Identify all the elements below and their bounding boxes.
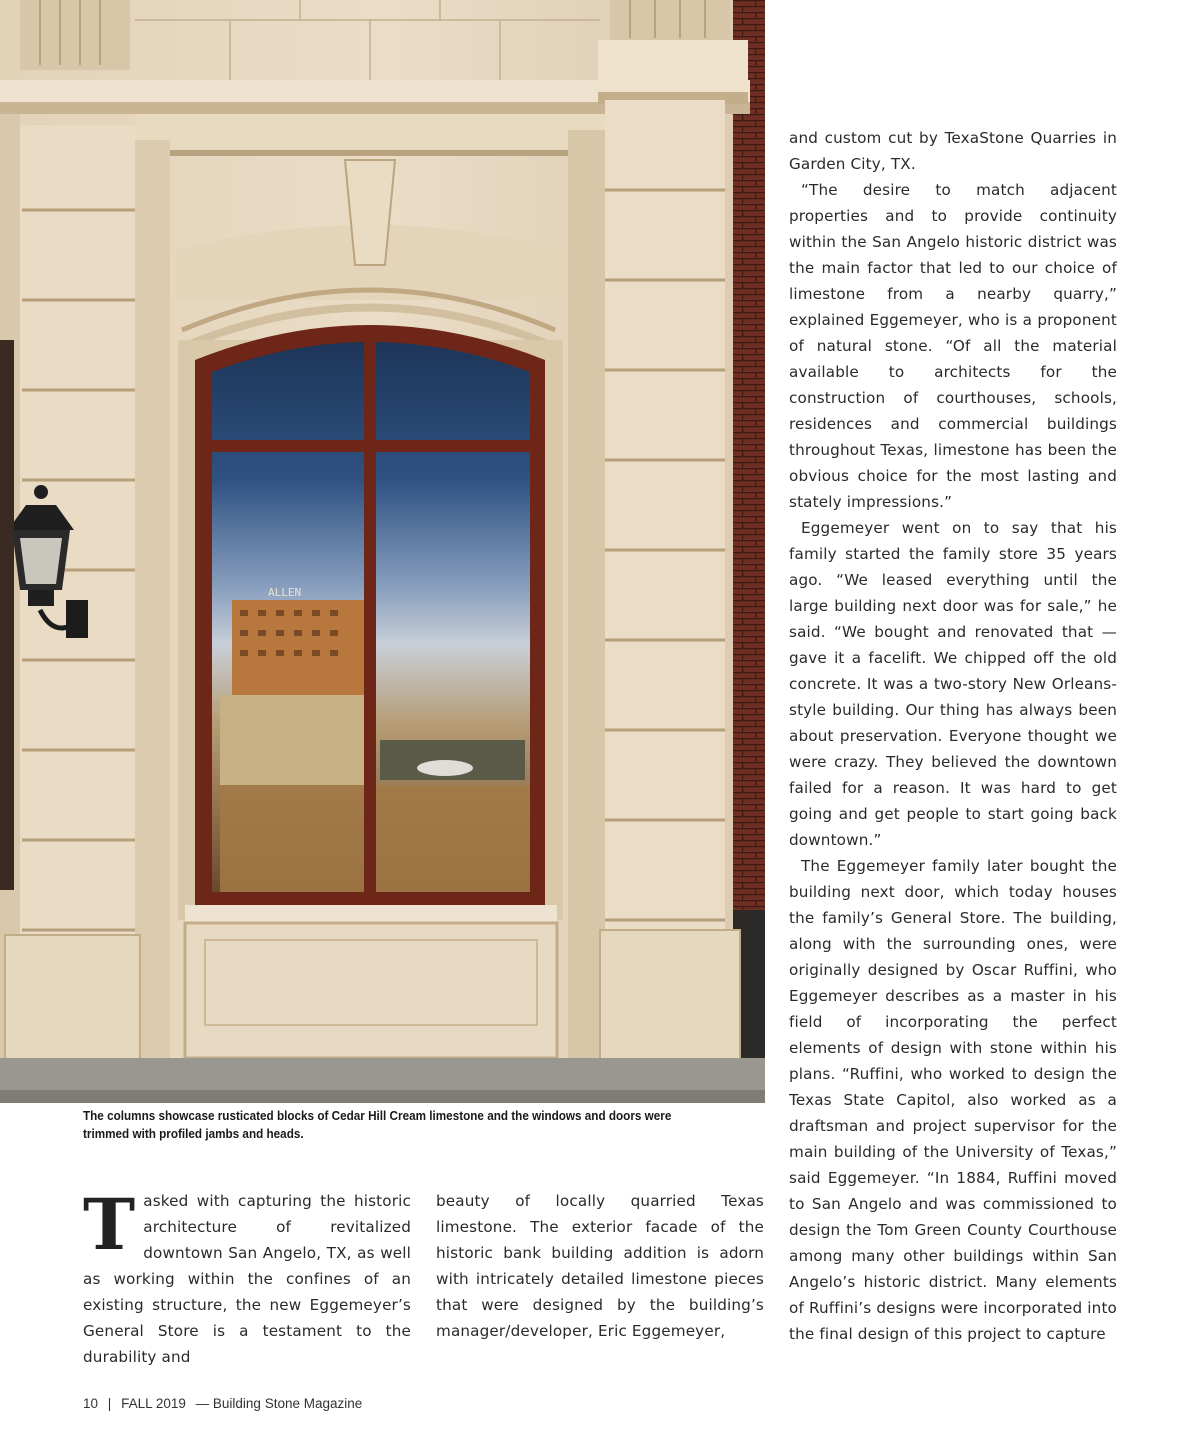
- article-paragraph: beauty of locally quarried Texas limestone. The exterior facade of the historic bank building addition is adorn with intricately detailed limestone pieces that were designed by the building’s manager/developer, Eric Eggemeyer,: [436, 1192, 764, 1340]
- article-paragraph: “The desire to match adjacent properties and to provide continuity within the San Angelo historic district was the main factor that led to our choice of limestone from a nearby quarry,” explained Eggemeyer, who is a proponent of natural stone. “Of all the material available to architects for the construction of courthouses, schools, residences and commercial buildings throughout Texas, limestone has been the obvious choice for the most lasting and stately impressions.”: [789, 181, 1117, 511]
- article-paragraph: and custom cut by TexaStone Quarries in Garden City, TX.: [789, 129, 1117, 173]
- footer-separator: |: [107, 1396, 112, 1411]
- article-paragraph: asked with capturing the historic architecture of revitalized downtown San Angelo, TX, as well as working within the confines of an existing structure, the new Eggemeyer’s General Store is a testament to the durability and: [83, 1192, 411, 1366]
- reflection-sign: ALLEN: [268, 586, 302, 599]
- page-number: 10: [83, 1396, 99, 1411]
- article-paragraph: Eggemeyer went on to say that his family started the family store 35 years ago. “We leased everything until the large building next door was for sale,” he said. “We bought and renovated that — gave it a facelift. We chipped off the old concrete. It was a two-story New Orleans-style building. Our thing has always been about preservation. Everyone thought we were crazy. They believed the downtown failed for a reason. It was hard to get going and get people to start going back downtown.”: [789, 519, 1117, 849]
- article-column-1: [83, 1183, 411, 1370]
- article-column-2: [436, 1188, 764, 1344]
- article-paragraph: The Eggemeyer family later bought the building next door, which today houses the family’s General Store. The building, along with the surrounding ones, were originally designed by Oscar Ruffini, who Eggemeyer describes as a master in his field of incorporating the perfect elements of design with stone within his plans. “Ruffini, who worked to design the Texas State Capitol, also worked as a draftsman and project supervisor for the main building of the University of Texas,” said Eggemeyer. “In 1884, Ruffini moved to San Angelo and was commissioned to design the Tom Green County Courthouse among many other buildings within San Angelo’s historic district. Many elements of Ruffini’s designs were incorporated into the final design of this project to capture: [789, 857, 1117, 1343]
- limestone-facade-illustration: [0, 0, 765, 1103]
- magazine-name: — Building Stone Magazine: [195, 1396, 363, 1411]
- arched-window: [185, 325, 557, 923]
- brick-wall: [733, 0, 765, 1060]
- issue-label: FALL 2019: [121, 1396, 186, 1411]
- drop-cap: T: [83, 1183, 136, 1266]
- page-footer: [83, 1396, 368, 1411]
- article-column-3: [789, 125, 1117, 1347]
- facade-photo: [0, 0, 765, 1103]
- photo-caption: The columns showcase rusticated blocks of Cedar Hill Cream limestone and the windows and doors were trimmed with profiled jambs and heads.: [83, 1109, 672, 1141]
